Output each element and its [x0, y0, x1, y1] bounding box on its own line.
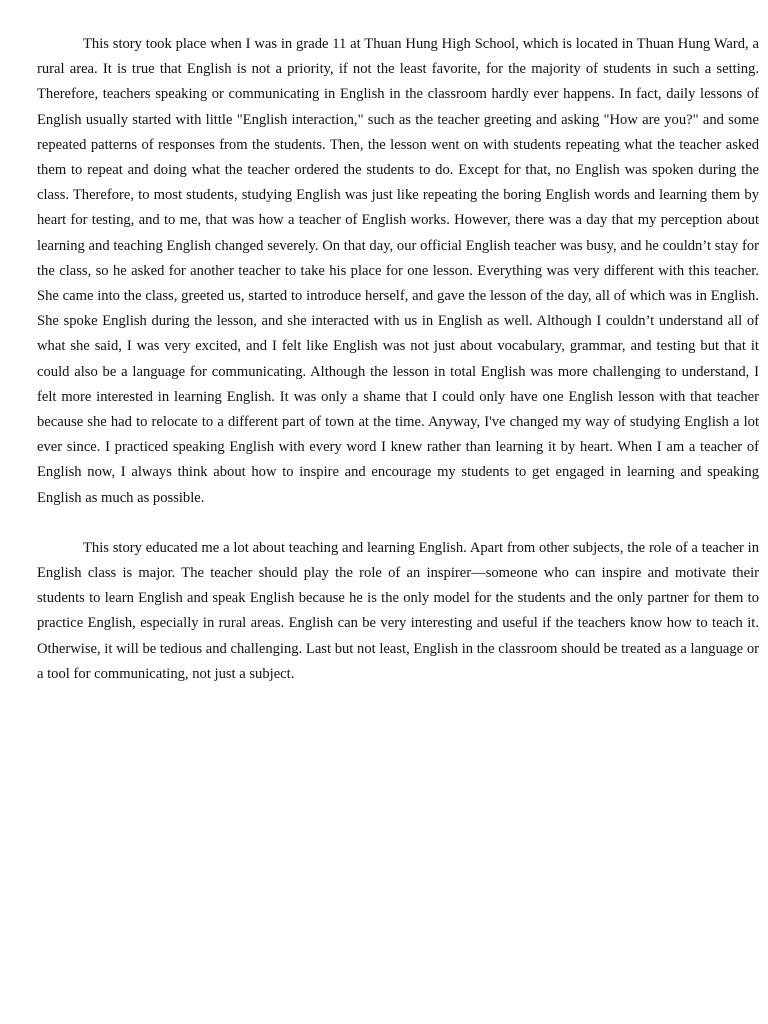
document-page: [37, 32, 759, 687]
paragraph-1: This story took place when I was in grade 11 at Thuan Hung High School, which is located in Thuan Hung Ward, a rural area. It is true that English is not a priority, if not the least favorite, for the majority of students in such a setting. Therefore, teachers speaking or communicating in English in the classroom hardly ever happens. In fact, daily lessons of English usually started with little "English interaction," such as the teacher greeting and asking "How are you?" and some repeated patterns of responses from the students. Then, the lesson went on with students repeating what the teacher asked them to repeat and doing what the teacher ordered the students to do. Except for that, no English was spoken during the class. Therefore, to most students, studying English was just like repeating the boring English words and learning them by heart for testing, and to me, that was how a teacher of English works. However, there was a day that my perception about learning and teaching English changed severely. On that day, our official English teacher was busy, and he couldn’t stay for the class, so he asked for another teacher to take his place for one lesson. Everything was very different with this teacher. She came into the class, greeted us, started to introduce herself, and gave the lesson of the day, all of which was in English. She spoke English during the lesson, and she interacted with us in English as well. Although I couldn’t understand all of what she said, I was very excited, and I felt like English was not just about vocabulary, grammar, and testing but that it could also be a language for communicating. Although the lesson in total English was more challenging to understand, I felt more interested in learning English. It was only a shame that I could only have one English lesson with that teacher because she had to relocate to a different part of town at the time. Anyway, I've changed my way of studying English a lot ever since. I practiced speaking English with every word I knew rather than learning it by heart. When I am a teacher of English now, I always think about how to inspire and encourage my students to get engaged in learning and speaking English as much as possible.: [37, 36, 759, 506]
paragraph-2: This story educated me a lot about teaching and learning English. Apart from other subjects, the role of a teacher in English class is major. The teacher should play the role of an inspirer—someone who can inspire and motivate their students to learn English and speak English because he is the only model for the students and the only partner for them to practice English, especially in rural areas. English can be very interesting and useful if the teachers know how to teach it. Otherwise, it will be tedious and challenging. Last but not least, English in the classroom should be treated as a language or a tool for communicating, not just a subject.: [37, 539, 759, 682]
